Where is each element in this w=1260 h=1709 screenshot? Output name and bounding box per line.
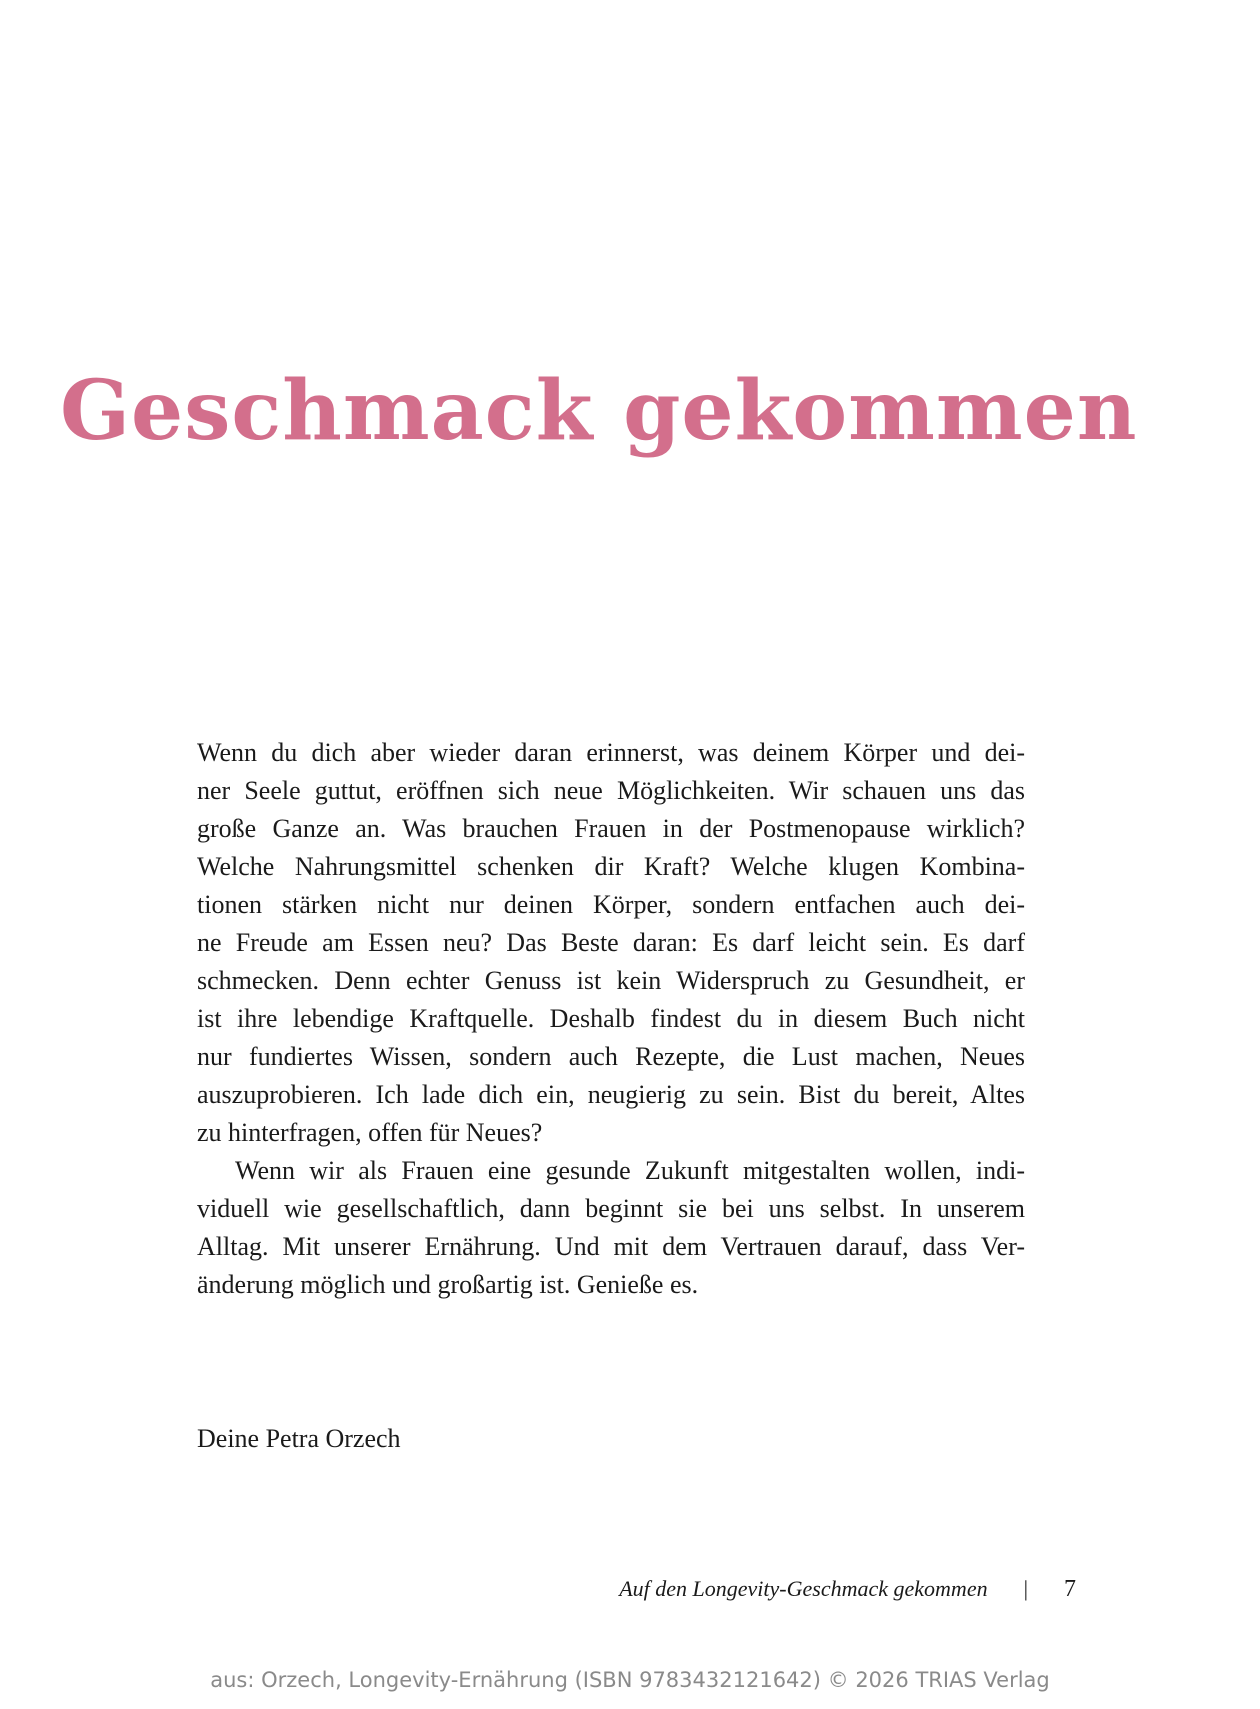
signature: Deine Petra Orzech [197,1424,401,1453]
text-line: änderung möglich und großartig ist. Genieße es. [197,1270,699,1299]
running-title: Auf den Longevity-Geschmack gekommen [619,1576,988,1601]
text-line: viduell wie gesellschaftlich, dann beginnt sie bei uns selbst. In unserem [197,1194,1025,1223]
footer-separator: | [1023,1576,1028,1601]
text-line: Wenn du dich aber wieder daran erinnerst, was deinem Körper und dei- [197,738,1025,767]
running-footer [619,1576,1076,1603]
source-credit: aus: Orzech, Longevity-Ernährung (ISBN 9783432121642) © 2026 TRIAS Verlag [210,1668,1050,1692]
page-title: Geschmack gekommen [60,363,1138,459]
text-line: Welche Nahrungsmittel schenken dir Kraft? Welche klugen Kombina- [197,852,1025,881]
text-line: schmecken. Denn echter Genuss ist kein Widerspruch zu Gesundheit, er [197,966,1025,995]
text-line: Wenn wir als Frauen eine gesunde Zukunft mitgestalten wollen, indi- [235,1156,1025,1185]
text-line: ist ihre lebendige Kraftquelle. Deshalb findest du in diesem Buch nicht [197,1004,1025,1033]
text-line: auszuprobieren. Ich lade dich ein, neugierig zu sein. Bist du bereit, Altes [197,1080,1025,1109]
page-number: 7 [1064,1576,1076,1602]
text-line: tionen stärken nicht nur deinen Körper, sondern entfachen auch dei- [197,890,1025,919]
text-line: ner Seele guttut, eröffnen sich neue Möglichkeiten. Wir schauen uns das [197,776,1025,805]
text-line: Alltag. Mit unserer Ernährung. Und mit dem Vertrauen darauf, dass Ver- [197,1232,1025,1261]
text-line: große Ganze an. Was brauchen Frauen in der Postmenopause wirklich? [197,814,1025,843]
paragraph-1 [197,734,1025,1152]
text-line: zu hinterfragen, offen für Neues? [197,1118,543,1147]
paragraph-2 [197,1152,1025,1304]
text-line: ne Freude am Essen neu? Das Beste daran: Es darf leicht sein. Es darf [197,928,1025,957]
body-text [197,734,1025,1304]
text-line: nur fundiertes Wissen, sondern auch Rezepte, die Lust machen, Neues [197,1042,1025,1071]
